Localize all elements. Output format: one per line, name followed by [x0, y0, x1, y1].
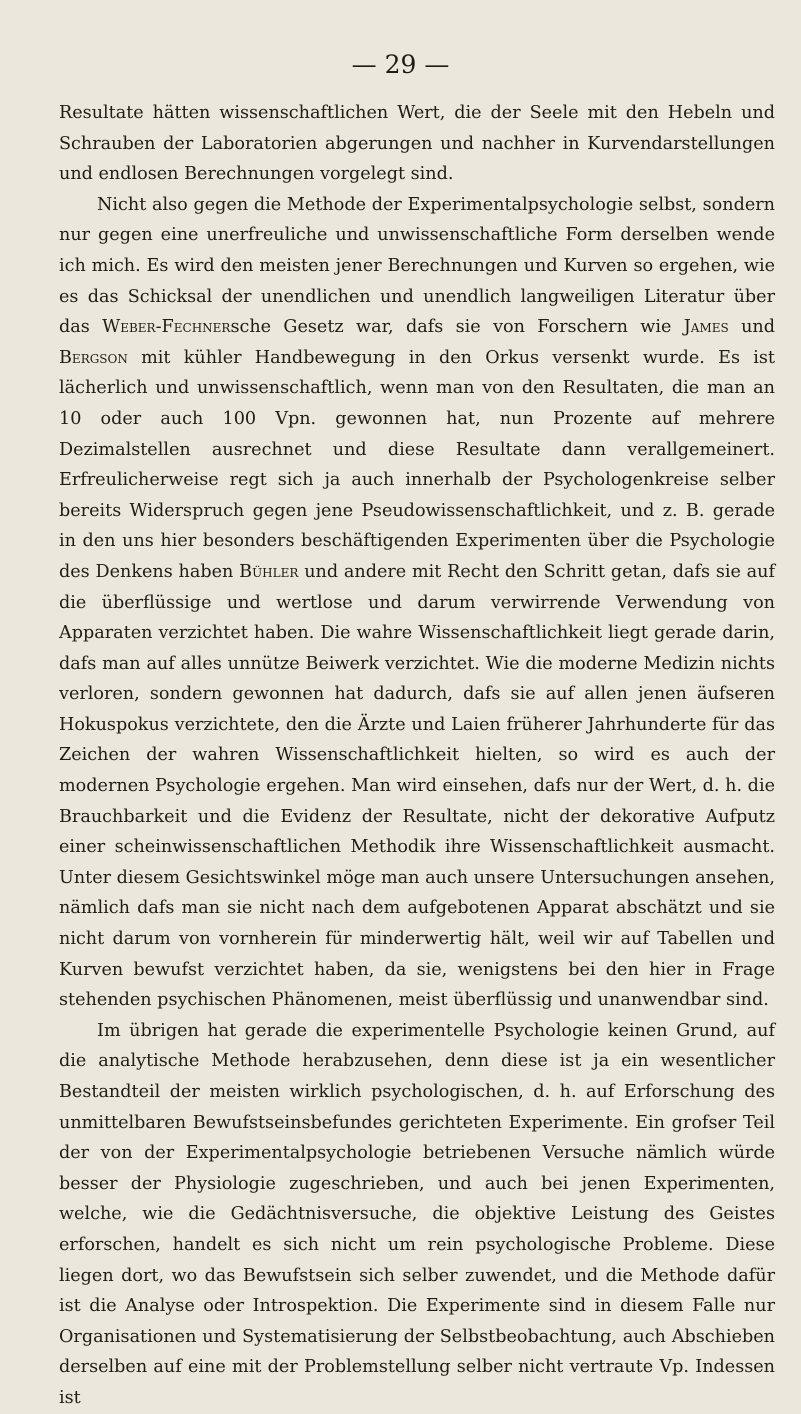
text-run: und andere mit Recht den Schritt getan, dafs sie auf die überflüssige und wertlose und darum verwirrende Verwendung von Apparaten verzichtet haben. Die wahre Wissenschaftlichkeit liegt gerade darin, dafs man auf alles unnütze Beiwerk verzichtet. Wie die moderne Medizin nichts verloren, sondern gewonnen hat dadurch, dafs sie auf allen jenen äufseren Hokuspokus verzichtete, den die Ärzte und Laien früherer Jahrhunderte für das Zeichen der wahren Wissenschaftlichkeit hielten, so wird es auch der modernen Psychologie ergehen. Man wird einsehen, dafs nur der Wert, d. h. die Brauchbarkeit und die Evidenz der Resultate, nicht der dekorative Aufputz einer scheinwissenschaftlichen Methodik ihre Wissenschaftlichkeit ausmacht. Unter diesem Gesichtswinkel möge man auch unsere Untersuchungen ansehen, nämlich dafs man sie nicht nach dem aufgebotenen Apparat abschätzt und sie nicht darum von vornherein für minderwertig hält, weil wir auf Tabellen und Kurven bewufst verzichtet haben, da sie, wenigstens bei den hier in Frage stehenden psychischen Phänomenen, meist überflüssig und unanwendbar sind.	[59, 561, 775, 1011]
text-run: und	[728, 317, 775, 338]
author-name: Bühler	[239, 561, 299, 582]
paragraph-3	[59, 1016, 775, 1414]
body-text	[59, 98, 775, 1414]
text-run: Im übrigen hat gerade die experimentelle Psychologie keinen Grund, auf die analytische Methode herabzusehen, denn diese ist ja ein wesentlicher Bestandteil der meisten wirklich psychologischen, d. h. auf Erforschung des unmittelbaren Bewufstseinsbefundes gerichteten Experimente. Ein grofser Teil der von der Experimentalpsychologie betriebenen Versuche nämlich würde besser der Physiologie zugeschrieben, und auch bei jenen Experimenten, welche, wie die Gedächtnisversuche, die objektive Leistung des Geistes erforschen, handelt es sich nicht um rein psychologische Probleme. Diese liegen dort, wo das Bewufstsein sich selber zuwendet, und die Methode dafür ist die Analyse oder Introspektion. Die Experimente sind in diesem Falle nur Organisationen und Systematisierung der Selbstbeobachtung, auch Abschieben derselben auf eine mit der Problemstellung selber nicht vertraute Vp. Indessen ist	[59, 1020, 775, 1408]
paragraph-1	[59, 98, 775, 190]
author-name: James	[683, 317, 729, 338]
author-name: Weber-Fechner	[102, 317, 231, 338]
text-run: Resultate hätten wissenschaftlichen Wert, die der Seele mit den Hebeln und Schrauben der Laboratorien abgerungen und nachher in Kurvendarstellungen und endlosen Berechnungen vorgelegt sind.	[59, 103, 775, 185]
text-run: Nicht also gegen die Methode der Experimentalpsychologie selbst, sondern nur gegen eine unerfreuliche und unwissenschaftliche Form derselben wende ich mich. Es wird den meisten jener Berechnungen und Kurven so ergehen, wie es das Schicksal der unendlichen und unendlich langweiligen Literatur über das	[59, 194, 775, 338]
paragraph-2	[59, 190, 775, 1016]
text-run: mit kühler Handbewegung in den Orkus versenkt wurde. Es ist lächerlich und unwissenschaftlich, wenn man von den Resultaten, die man an 10 oder auch 100 Vpn. gewonnen hat, nun Prozente auf mehrere Dezimalstellen ausrechnet und diese Resultate dann verallgemeinert. Erfreulicherweise regt sich ja auch innerhalb der Psychologenkreise selber bereits Widerspruch gegen jene Pseudowissenschaftlichkeit, und z. B. gerade in den uns hier besonders beschäftigenden Experimenten über die Psychologie des Denkens haben	[59, 347, 775, 582]
page-number: — 29 —	[351, 50, 450, 79]
author-name: Bergson	[59, 347, 128, 368]
text-run: sche Gesetz war, dafs sie von Forschern wie	[230, 317, 684, 338]
